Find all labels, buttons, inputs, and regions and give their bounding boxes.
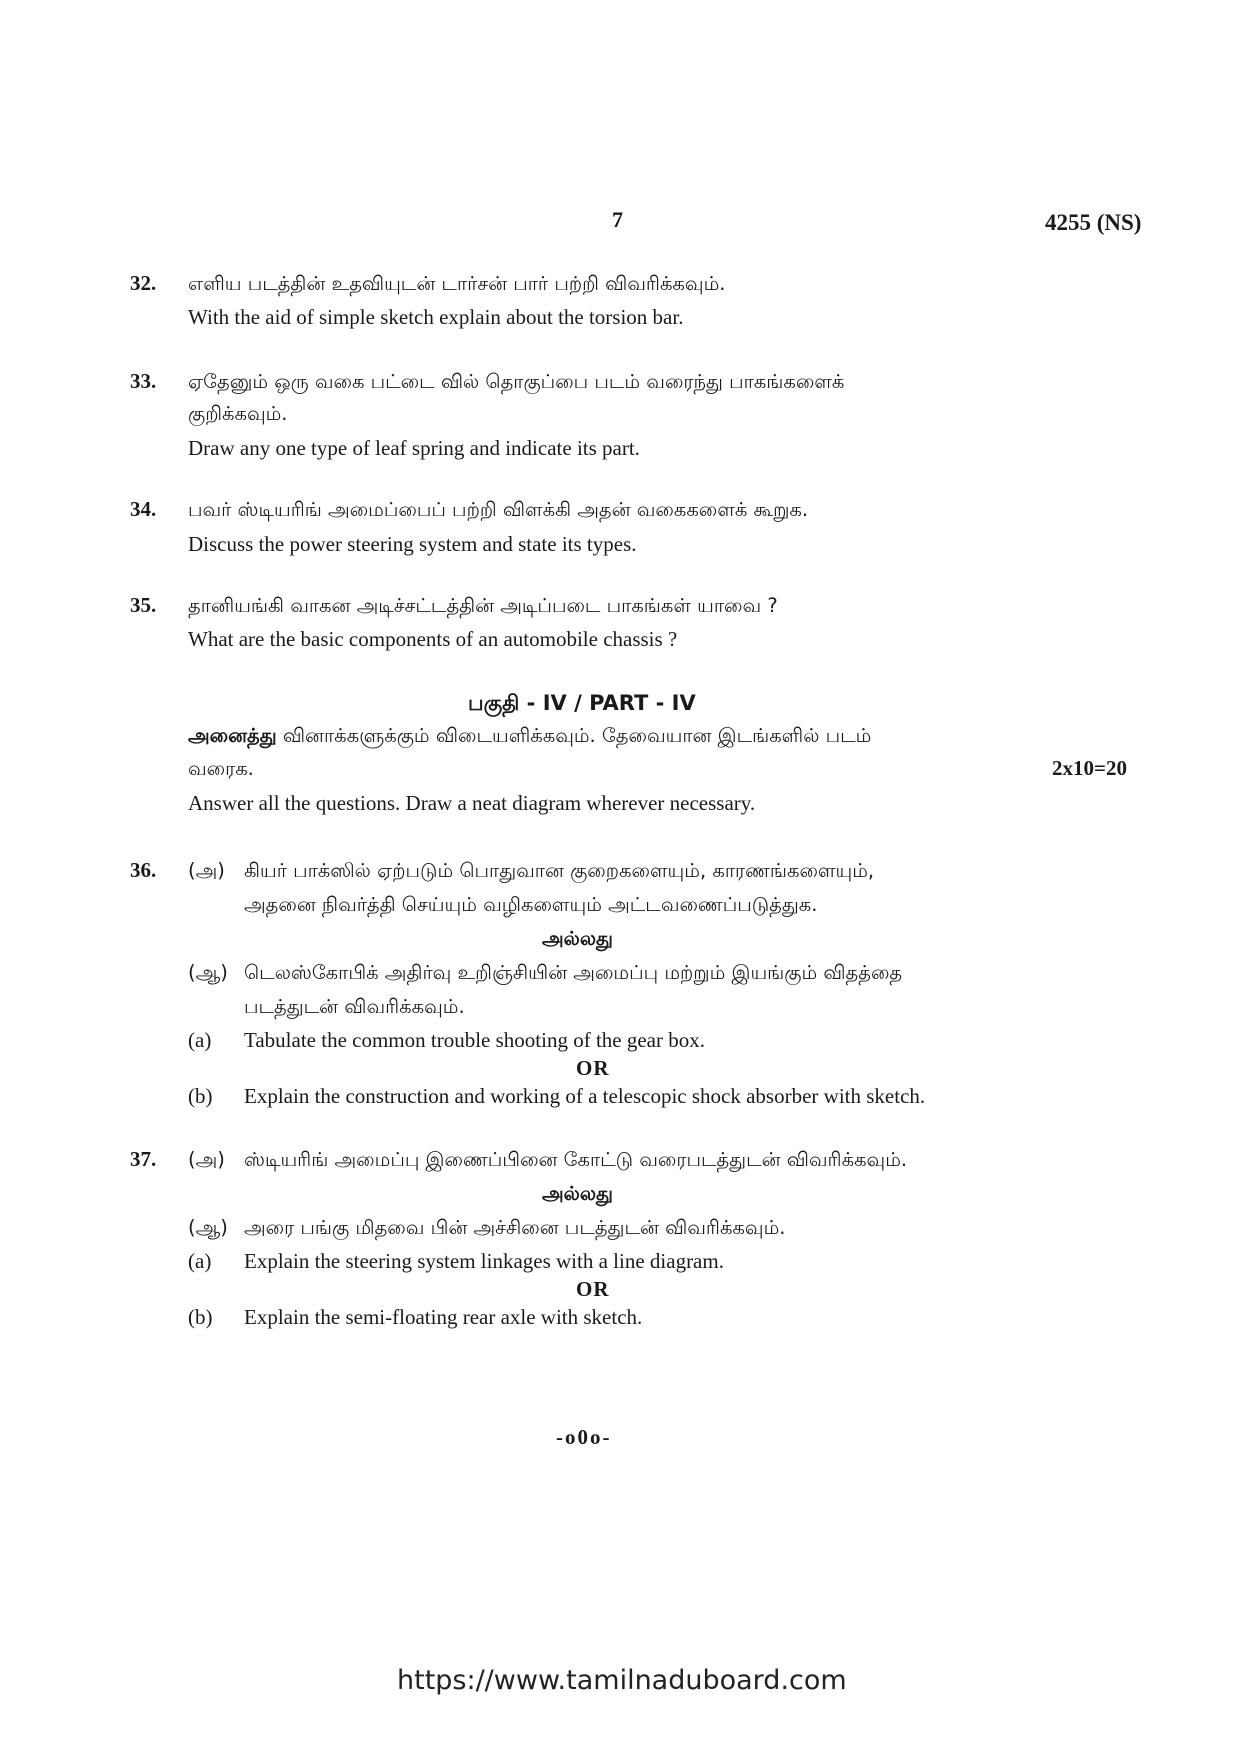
instruction-bold-word: அனைத்து — [188, 724, 277, 747]
page-number: 7 — [612, 207, 623, 232]
q37-b-tamil: அரை பங்கு மிதவை பின் அச்சினை படத்துடன் விவரிக்கவும். — [244, 1216, 786, 1239]
q36-a-label-tamil: (அ) — [188, 859, 225, 882]
q36-or-english: OR — [576, 1056, 610, 1080]
q37-b-label-tamil: (ஆ) — [188, 1216, 228, 1239]
q37-a-tamil: ஸ்டியரிங் அமைப்பு இணைப்பினை கோட்டு வரைபடத்துடன் விவரிக்கவும். — [244, 1148, 908, 1171]
question-number-34: 34. — [130, 497, 157, 521]
question-number-37: 37. — [130, 1147, 157, 1171]
part-instruction-tamil-line-2: வரைக. — [188, 757, 254, 780]
question-35-tamil: தானியங்கி வாகன அடிச்சட்டத்தின் அடிப்படை பாகங்கள் யாவை ? — [188, 594, 778, 617]
end-of-paper-mark: -o0o- — [556, 1425, 612, 1449]
q36-b-label-tamil: (ஆ) — [188, 961, 228, 984]
question-34-english: Discuss the power steering system and state its types. — [188, 532, 637, 556]
q36-or-tamil: அல்லது — [542, 927, 613, 950]
q36-b-label-english: (b) — [188, 1084, 213, 1108]
question-35-english: What are the basic components of an automobile chassis ? — [188, 627, 678, 651]
instruction-tamil-text: வினாக்களுக்கும் விடையளிக்கவும். தேவையான இடங்களில் படம் — [282, 724, 872, 747]
q37-b-english: Explain the semi-floating rear axle with sketch. — [244, 1305, 643, 1329]
part-instruction-tamil-line-1 — [188, 724, 871, 750]
q37-or-english: OR — [576, 1277, 610, 1301]
question-33-tamil-line-2: குறிக்கவும். — [188, 402, 288, 425]
q36-b-english: Explain the construction and working of a telescopic shock absorber with sketch. — [244, 1084, 926, 1108]
q37-a-label-tamil: (அ) — [188, 1148, 225, 1171]
q37-or-tamil: அல்லது — [542, 1182, 613, 1205]
footer-url[interactable]: https://www.tamilnaduboard.com — [397, 1665, 847, 1696]
question-32-tamil: எளிய படத்தின் உதவியுடன் டார்சன் பார் பற்றி விவரிக்கவும். — [188, 272, 726, 295]
part-heading: பகுதி - IV / PART - IV — [468, 691, 696, 715]
q36-a-english: Tabulate the common trouble shooting of the gear box. — [244, 1028, 705, 1052]
question-number-32: 32. — [130, 271, 157, 295]
question-32-english: With the aid of simple sketch explain about the torsion bar. — [188, 305, 684, 329]
marks-allocation: 2x10=20 — [1052, 756, 1127, 780]
q36-a-tamil-line-1: கியர் பாக்ஸில் ஏற்படும் பொதுவான குறைகளையும், காரணங்களையும், — [244, 859, 875, 882]
q37-b-label-english: (b) — [188, 1305, 213, 1329]
q37-a-english: Explain the steering system linkages with a line diagram. — [244, 1249, 724, 1273]
q36-b-tamil-line-1: டெலஸ்கோபிக் அதிர்வு உறிஞ்சியின் அமைப்பு மற்றும் இயங்கும் விதத்தை — [244, 961, 903, 984]
question-33-english: Draw any one type of leaf spring and indicate its part. — [188, 436, 640, 460]
question-33-tamil-line-1: ஏதேனும் ஒரு வகை பட்டை வில் தொகுப்பை படம் வரைந்து பாகங்களைக் — [188, 370, 845, 393]
question-number-33: 33. — [130, 369, 157, 393]
q37-a-label-english: (a) — [188, 1249, 212, 1273]
question-34-tamil: பவர் ஸ்டியரிங் அமைப்பைப் பற்றி விளக்கி அதன் வகைகளைக் கூறுக. — [188, 498, 809, 521]
q36-a-label-english: (a) — [188, 1028, 212, 1052]
q36-a-tamil-line-2: அதனை நிவர்த்தி செய்யும் வழிகளையும் அட்டவணைப்படுத்துக. — [244, 893, 818, 916]
question-number-35: 35. — [130, 593, 157, 617]
part-instruction-english: Answer all the questions. Draw a neat diagram wherever necessary. — [188, 791, 756, 815]
question-number-36: 36. — [130, 858, 157, 882]
paper-code: 4255 (NS) — [1045, 210, 1142, 235]
q36-b-tamil-line-2: படத்துடன் விவரிக்கவும். — [244, 995, 465, 1018]
